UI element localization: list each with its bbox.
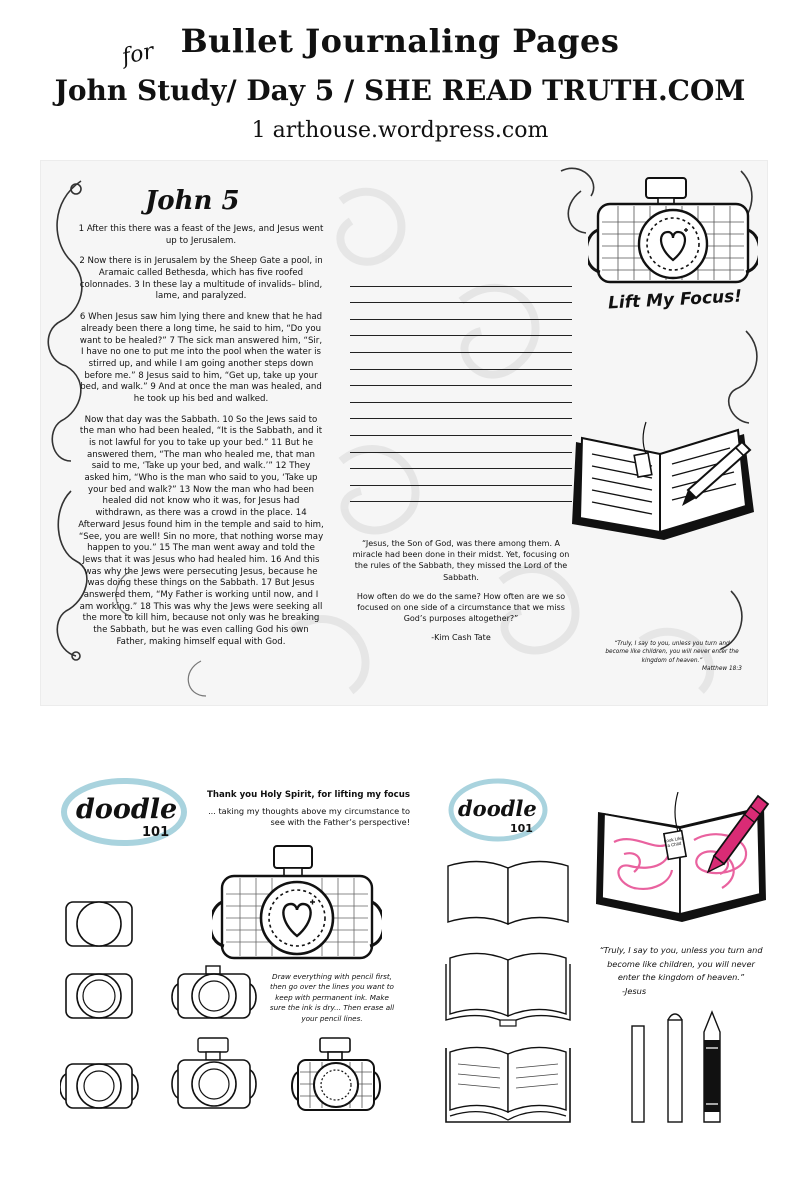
camera-heart-large-icon xyxy=(212,842,382,966)
quote-author: -Kim Cash Tate xyxy=(431,633,491,643)
journal-line[interactable] xyxy=(350,486,572,503)
camera-step-2-drawing xyxy=(60,962,140,1024)
journal-line[interactable] xyxy=(350,336,572,353)
header-for-word: for xyxy=(119,38,157,71)
journal-line[interactable] xyxy=(350,370,572,387)
small-verse-text: “Truly, I say to you, unless you turn and become like children, you will never enter the kingdom of heaven.” xyxy=(605,641,739,664)
doodle-101-badge xyxy=(58,774,196,850)
book-tag-text: Look Like a Child xyxy=(663,835,684,849)
jesus-verse xyxy=(596,944,766,998)
journal-line[interactable] xyxy=(350,270,572,287)
journal-line[interactable] xyxy=(350,303,572,320)
book-step-1-drawing xyxy=(444,858,574,928)
doodle-word: doodle xyxy=(458,796,537,821)
header-title: Bullet Journaling Pages xyxy=(180,22,620,60)
camera-step-1-drawing xyxy=(60,892,140,954)
scripture-paragraph: 1 After this there was a feast of the Jews, and Jesus went up to Jerusalem. xyxy=(78,224,324,246)
crayon-drawing-steps xyxy=(626,1004,746,1126)
journal-line[interactable] xyxy=(350,419,572,436)
jesus-verse-text: “Truly, I say to you, unless you turn and become like children, you will never enter the kingdom of heaven.” xyxy=(599,945,763,983)
scripture-paragraph: Now that day was the Sabbath. 10 So the Jews said to the man who had been healed, “It is the Sabbath, and it is not lawful for you to take up your bed.” 11 But he answered them, “The man who healed me, that man said to me, ‘Take up your bed, and walk.’” 12 They asked him, “Who is the man who said to you, ‘Take up your bed and walk?” 13 Now the man who had been healed did not know who it was, for Jesus had withdrawn, as there was a crowd in the place. 14 Afterward Jesus found him in the temple and said to him, “See, you are well! Sin no more, that nothing worse may happen to you.” 15 The man went away and told the Jews that it was Jesus who had healed him. 16 And this was why the Jews were persecuting Jesus, because he was doing these things on the Sabbath. 17 But Jesus answered them, “My Father is working until now, and I am working.” 18 This was why the Jews were seeking all the more to kill him, because not only was he breaking the Sabbath, but he was even calling God his own Father, making himself equal with God. xyxy=(78,414,324,647)
header-subtitle: John Study/ Day 5 / SHE READ TRUTH.COM xyxy=(54,74,746,107)
camera-heart-icon xyxy=(588,172,758,290)
thanks-title: Thank you Holy Spirit, for lifting my focus xyxy=(206,790,410,800)
journal-line[interactable] xyxy=(350,469,572,486)
doodle-101-badge-small xyxy=(446,774,552,844)
thanks-subtitle: ... taking my thoughts above my circumstance to see with the Father’s perspective! xyxy=(208,806,410,828)
quote-paragraph: How often do we do the same? How often are we so focused on one side of a circumstance that we miss God’s purposes altogether?” xyxy=(356,591,566,624)
doodle-word: doodle xyxy=(76,794,178,825)
drawing-instructions: Draw everything with pencil first, then go over the lines you want to keep with permanent ink. Make sure the ink is dry... Then erase all your pencil lines. xyxy=(269,972,395,1023)
focus-title: Lift My Focus! xyxy=(607,286,743,314)
journal-line[interactable] xyxy=(350,403,572,420)
small-verse-reference: Matthew 18:3 xyxy=(702,666,742,673)
scripture-text xyxy=(78,224,324,657)
camera-step-4-drawing xyxy=(60,1040,140,1122)
colored-book-crayon-icon xyxy=(594,792,770,926)
camera-step-6-drawing xyxy=(290,1034,386,1124)
camera-step-5-drawing xyxy=(170,1034,260,1122)
small-verse xyxy=(602,640,742,674)
author-quote xyxy=(350,538,572,652)
journal-line[interactable] xyxy=(350,386,572,403)
scripture-paragraph: 2 Now there is in Jerusalem by the Sheep Gate a pool, in Aramaic called Bethesda, which has five roofed colonnades. 3 In these lay a multitude of invalids– blind, lame, and paralyzed. xyxy=(79,256,323,302)
doodle-number: 101 xyxy=(510,822,533,835)
jesus-verse-attribution: -Jesus xyxy=(622,985,647,996)
journal-line[interactable] xyxy=(350,287,572,304)
scripture-paragraph: 6 When Jesus saw him lying there and knew that he had already been there a long time, he said to him, “Do you want to be healed?” 7 The sick man answered him, “Sir, I have no one to put me into the pool when the water is stirred up, and while I am going another steps down before me.” 8 Jesus said to him, “Get up, take up your bed, and walk.” 9 And at once the man was healed, and he took up his bed and walked. xyxy=(79,312,323,404)
book-step-3-drawing xyxy=(444,1040,574,1128)
book-step-2-drawing xyxy=(444,946,574,1030)
open-book-pen-icon xyxy=(568,420,758,544)
quote-paragraph: “Jesus, the Son of God, was there among them. A miracle had been done in their midst. Yet, focusing on the rules of the Sabbath, they missed the Lord of the Sabbath. xyxy=(352,539,570,582)
journal-line[interactable] xyxy=(350,436,572,453)
doodle-number: 101 xyxy=(142,825,170,840)
journal-writing-lines[interactable] xyxy=(350,270,572,502)
journal-line[interactable] xyxy=(350,453,572,470)
header-site-url: 1 arthouse.wordpress.com xyxy=(251,118,549,143)
journal-line[interactable] xyxy=(350,353,572,370)
journal-line[interactable] xyxy=(350,320,572,337)
chapter-title: John 5 xyxy=(145,186,240,216)
camera-step-3-drawing xyxy=(170,962,260,1024)
